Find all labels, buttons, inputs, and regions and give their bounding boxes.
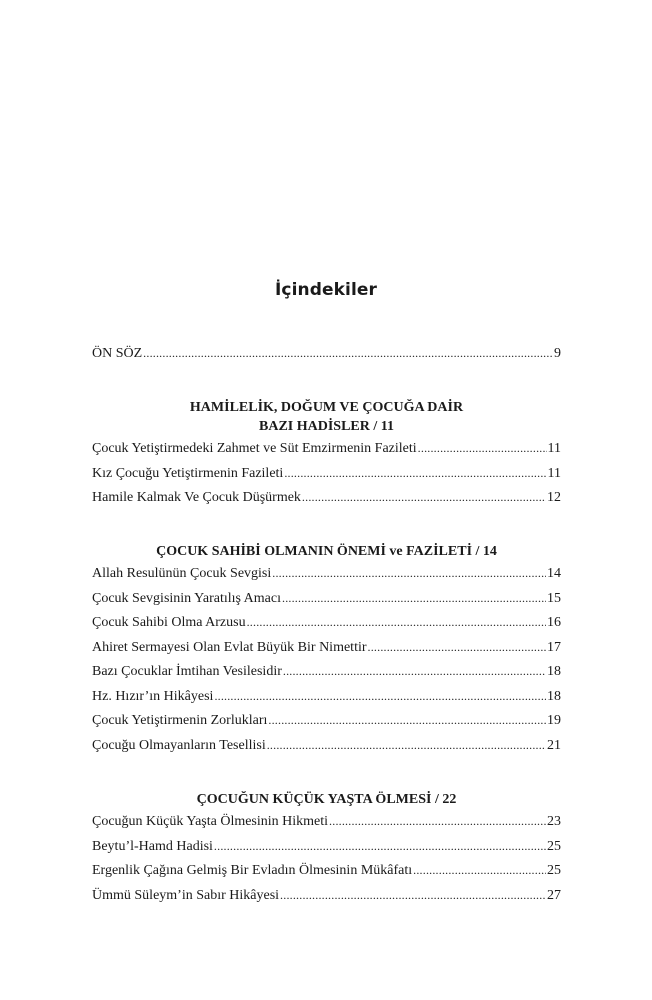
toc-entry-label: Çocuk Sahibi Olma Arzusu [92, 615, 246, 630]
section-heading-line: ÇOCUĞUN KÜÇÜK YAŞTA ÖLMESİ / 22 [196, 792, 457, 807]
toc-entry-label: Çocuğun Küçük Yaşta Ölmesinin Hikmeti [92, 814, 329, 829]
toc-leader-dots [302, 485, 546, 510]
toc-section-1 [92, 398, 561, 510]
toc-leader-dots [283, 659, 546, 684]
toc-entry [92, 586, 561, 611]
toc-entry-label: Çocuk Yetiştirmenin Zorlukları [92, 713, 268, 728]
toc-leader-dots [280, 883, 546, 908]
section-heading-line: ÇOCUK SAHİBİ OLMANIN ÖNEMİ ve FAZİLETİ / 14 [156, 544, 497, 559]
toc-entry [92, 485, 561, 510]
toc-entry-label: Hamile Kalmak Ve Çocuk Düşürmek [92, 490, 301, 505]
toc-leader-dots [282, 586, 546, 611]
toc-entry-page: 15 [547, 590, 561, 606]
toc-entry [92, 610, 561, 635]
section-heading [92, 398, 561, 436]
toc-entry-page: 25 [547, 863, 561, 878]
toc-entry-label: Ümmü Süleym’in Sabır Hikâyesi [92, 887, 280, 903]
toc-entry-page: 12 [547, 490, 561, 505]
toc-entry-page: 14 [547, 566, 561, 581]
section-heading [92, 790, 561, 809]
toc-leader-dots [368, 635, 546, 660]
toc-entry [92, 858, 561, 883]
section-heading-line: BAZI HADİSLER / 11 [259, 419, 394, 434]
toc-entry [92, 883, 561, 908]
toc-entry-page: 11 [547, 441, 561, 456]
toc-entry-label: Ergenlik Çağına Gelmiş Bir Evladın Ölmesinin Mükâfatı [92, 863, 413, 878]
toc-leader-dots [284, 461, 546, 486]
toc-entry-page: 11 [547, 465, 561, 481]
toc-leader-dots [329, 809, 546, 834]
toc-entry-label: Çocuğu Olmayanların Tesellisi [92, 737, 266, 753]
toc-entry-page: 16 [547, 615, 561, 630]
toc-entry-page: 17 [547, 639, 561, 655]
toc-entry-label: Allah Resulünün Çocuk Sevgisi [92, 566, 272, 581]
toc-entry-page: 18 [547, 664, 561, 679]
toc-leader-dots [214, 834, 546, 859]
toc-entry [92, 341, 561, 366]
toc-entry [92, 733, 561, 758]
toc-entry-page: 25 [547, 838, 561, 854]
toc-entry-page: 9 [554, 346, 561, 361]
toc-entry-label: Bazı Çocuklar İmtihan Vesilesidir [92, 664, 282, 679]
toc-entry-page: 23 [547, 814, 561, 829]
toc-leader-dots [143, 341, 553, 366]
toc-entry [92, 809, 561, 834]
toc-entry [92, 684, 561, 709]
toc-preface [92, 341, 561, 366]
toc-entry [92, 461, 561, 486]
toc-leader-dots [268, 708, 546, 733]
section-heading [92, 542, 561, 561]
toc-entry-label: Çocuk Yetiştirmedeki Zahmet ve Süt Emzirmenin Fazileti [92, 441, 417, 456]
toc-entry-page: 19 [547, 713, 561, 728]
toc-entry [92, 561, 561, 586]
toc-entry [92, 436, 561, 461]
toc-entry [92, 834, 561, 859]
toc-entry [92, 635, 561, 660]
toc-entry-page: 18 [547, 688, 561, 704]
toc-entry-label: ÖN SÖZ [92, 346, 143, 361]
toc-leader-dots [247, 610, 546, 635]
toc-entry-label: Ahiret Sermayesi Olan Evlat Büyük Bir Nimettir [92, 639, 367, 655]
toc-entry-label: Kız Çocuğu Yetiştirmenin Fazileti [92, 465, 284, 481]
toc-leader-dots [214, 684, 546, 709]
toc-leader-dots [267, 733, 546, 758]
toc-leader-dots [413, 858, 546, 883]
toc-entry-label: Hz. Hızır’ın Hikâyesi [92, 688, 214, 704]
toc-section-3 [92, 790, 561, 907]
toc-entry-page: 21 [547, 737, 561, 753]
page-title: İçindekiler [274, 280, 377, 300]
toc-entry-label: Beytu’l-Hamd Hadisi [92, 838, 213, 854]
toc-entry-label: Çocuk Sevgisinin Yaratılış Amacı [92, 590, 281, 606]
section-heading-line: HAMİLELİK, DOĞUM VE ÇOCUĞA DAİR [189, 400, 464, 415]
toc-entry [92, 708, 561, 733]
toc-leader-dots [418, 436, 547, 461]
toc-leader-dots [272, 561, 546, 586]
toc-entry-page: 27 [547, 887, 561, 903]
toc-entry [92, 659, 561, 684]
toc-section-2 [92, 542, 561, 757]
